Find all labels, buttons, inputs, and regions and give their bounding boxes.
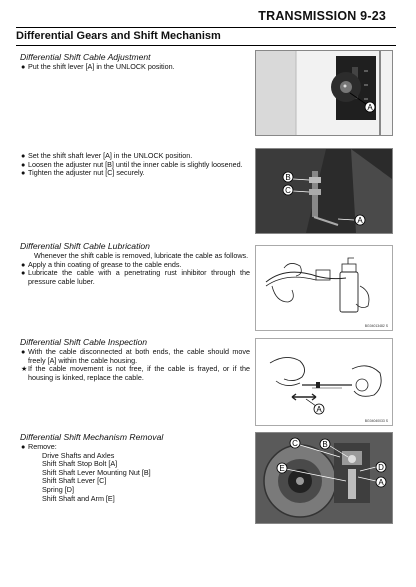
part-item: Drive Shafts and Axles xyxy=(42,450,115,460)
shift-lever-photo xyxy=(255,50,393,136)
shift-mechanism-photo xyxy=(255,432,393,524)
callout-label: C xyxy=(292,439,298,448)
warning-text: If the cable movement is not free, if the cable is frayed, or if the housing is kinked, replace the cable. xyxy=(28,364,250,382)
step-text: With the cable disconnected at both ends, the cable should move freely [A] within the cable housing. xyxy=(28,347,250,365)
inspection-title: Differential Shift Cable Inspection xyxy=(20,337,148,347)
warning-star-icon: ★ xyxy=(21,364,28,374)
adjustment-steps xyxy=(20,152,250,178)
part-item: Spring [D] xyxy=(42,484,74,494)
warning-item xyxy=(20,365,250,382)
step-text: Put the shift lever [A] in the UNLOCK position. xyxy=(28,62,175,71)
callout-label: B xyxy=(285,173,291,182)
callout-label: A xyxy=(357,216,363,225)
callout-label: A xyxy=(316,405,322,414)
bullet: ● xyxy=(21,151,26,160)
figure-code: BG04013482 S xyxy=(364,324,388,328)
callout-label: A xyxy=(367,103,373,112)
adjuster-nut-photo xyxy=(255,148,393,234)
callout-label: B xyxy=(322,440,328,449)
part-item: Shift Shaft Lever Mounting Nut [B] xyxy=(42,467,151,477)
step-item xyxy=(20,169,250,178)
inspection-section xyxy=(20,337,250,382)
inspection-illustration xyxy=(255,338,393,426)
figure-code: BG04040033 S xyxy=(364,419,388,423)
callout-label: A xyxy=(378,478,384,487)
callout-label: E xyxy=(279,464,285,473)
callout-label: D xyxy=(378,463,384,472)
header-rule xyxy=(16,27,396,28)
bullet: ● xyxy=(21,442,26,451)
bullet: ● xyxy=(21,168,26,178)
lubrication-illustration xyxy=(255,245,393,331)
bullet: ● xyxy=(21,62,26,71)
step-item xyxy=(20,269,250,286)
page-header-title: TRANSMISSION 9-23 xyxy=(258,9,386,23)
bullet: ● xyxy=(21,347,26,356)
step-item xyxy=(20,443,250,452)
bullet: ● xyxy=(21,159,26,169)
step-text: Apply a thin coating of grease to the cable ends. xyxy=(28,259,182,269)
lubrication-intro: Whenever the shift cable is removed, lubricate the cable as follows. xyxy=(34,251,249,260)
step-text: Remove: xyxy=(28,442,57,451)
removal-section xyxy=(20,432,250,503)
adjustment-section xyxy=(20,52,250,72)
adjustment-title: Differential Shift Cable Adjustment xyxy=(20,52,151,62)
bullet: ● xyxy=(21,268,26,278)
lubrication-section xyxy=(20,241,250,286)
section-title: Differential Gears and Shift Mechanism xyxy=(16,30,221,42)
step-text: Tighten the adjuster nut [C] securely. xyxy=(28,168,145,178)
step-item xyxy=(20,348,250,365)
bullet: ● xyxy=(21,259,26,269)
part-item: Shift Shaft Lever [C] xyxy=(42,476,107,486)
callout-label: C xyxy=(285,186,291,195)
step-text: Set the shift shaft lever [A] in the UNLOCK position. xyxy=(28,151,193,160)
section-rule xyxy=(16,45,396,46)
step-item xyxy=(20,63,250,72)
step-text: Lubricate the cable with a penetrating rust inhibitor through the pressure cable luber. xyxy=(28,268,250,286)
lubrication-title: Differential Shift Cable Lubrication xyxy=(20,241,150,251)
part-item: Shift Shaft Stop Bolt [A] xyxy=(42,459,118,469)
removal-title: Differential Shift Mechanism Removal xyxy=(20,432,164,442)
part-item: Shift Shaft and Arm [E] xyxy=(42,493,115,503)
step-text: Loosen the adjuster nut [B] until the inner cable is slightly loosened. xyxy=(28,159,243,169)
